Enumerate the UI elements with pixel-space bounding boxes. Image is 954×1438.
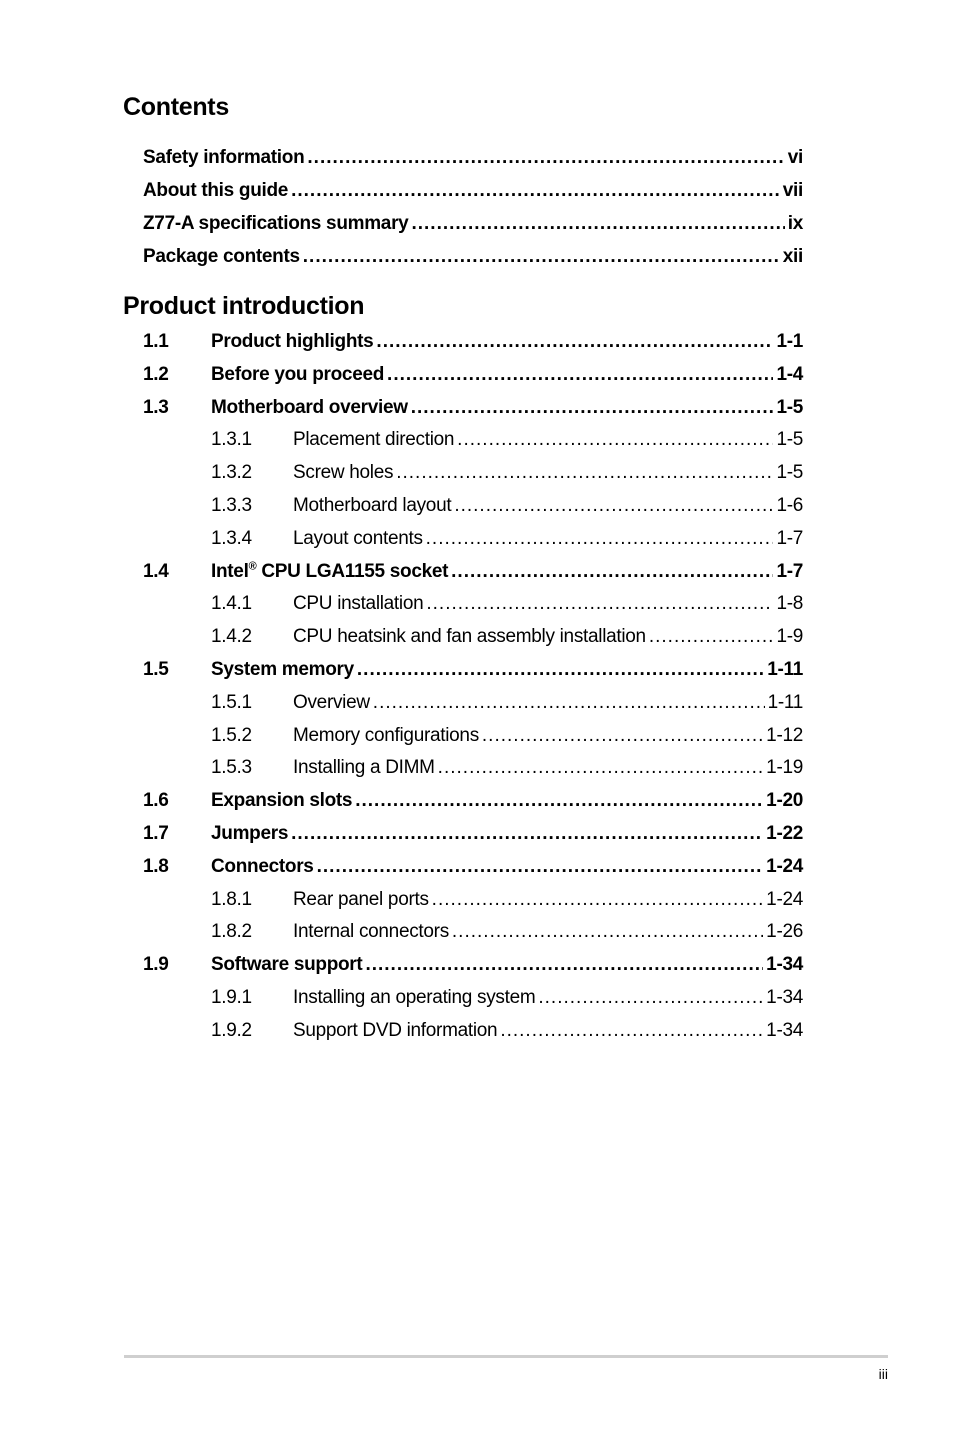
- toc-subsection-entry[interactable]: [211, 489, 803, 522]
- toc-entry-page: 1-34: [766, 953, 803, 975]
- toc-entry-label-text: Internal connectors: [293, 920, 449, 942]
- toc-entry-label-text: Motherboard layout: [293, 494, 452, 516]
- toc-entry-label-text: Placement direction: [293, 428, 455, 450]
- toc-entry-label-text: Before you proceed: [211, 363, 385, 385]
- toc-entry-number: 1.4: [143, 560, 169, 582]
- toc-entry-label: [293, 921, 449, 943]
- toc-entry-page: 1-34: [766, 986, 803, 1008]
- toc-entry-page: 1-8: [776, 592, 803, 614]
- toc-entry-page: vii: [782, 179, 803, 201]
- toc-entry-number: 1.8.2: [211, 920, 252, 942]
- toc-section-entry[interactable]: [143, 653, 803, 686]
- toc-leader-dots: [376, 331, 773, 353]
- toc-leader-dots: [387, 364, 773, 386]
- toc-section-entry[interactable]: [143, 850, 803, 883]
- toc-entry-label: [293, 626, 646, 648]
- toc-entry-number: 1.5: [143, 658, 169, 680]
- toc-section-entry[interactable]: [143, 391, 803, 424]
- toc-entry-label-text: Product highlights: [211, 330, 374, 352]
- toc-entry-number: 1.7: [143, 822, 169, 844]
- toc-leader-dots: [291, 823, 763, 845]
- toc-section-entry[interactable]: [143, 555, 803, 588]
- toc-entry-label: [211, 364, 384, 386]
- toc-leader-dots: [365, 954, 763, 976]
- toc-entry-label: [293, 462, 393, 484]
- toc-leader-dots: [411, 213, 784, 235]
- toc-entry-label: [211, 856, 314, 878]
- toc-entry-label: [211, 954, 362, 976]
- toc-entry-number: 1.6: [143, 789, 169, 811]
- toc-entry[interactable]: [143, 240, 803, 273]
- toc-entry-label: [293, 429, 454, 451]
- toc-entry-number: 1.9.1: [211, 986, 252, 1008]
- toc-subsection-entry[interactable]: [211, 686, 803, 719]
- toc-subsection-entry[interactable]: [211, 620, 803, 653]
- toc-entry-label: [211, 823, 288, 845]
- toc-leader-dots: [451, 561, 773, 583]
- toc-leader-dots: [357, 659, 764, 681]
- toc-entry-label: [293, 1020, 497, 1042]
- toc-entry[interactable]: [143, 207, 803, 240]
- contents-title: Contents: [123, 93, 229, 121]
- toc-entry-page: 1-12: [766, 724, 803, 746]
- toc-entry-label-text: CPU heatsink and fan assembly installation: [293, 625, 646, 647]
- toc-entry-page: 1-11: [767, 658, 803, 680]
- toc-leader-dots: [307, 147, 784, 169]
- toc-leader-dots: [438, 757, 764, 779]
- toc-entry-page: 1-19: [766, 756, 803, 778]
- toc-entry-label-text: Memory configurations: [293, 724, 479, 746]
- toc-entry-page: 1-1: [776, 330, 803, 352]
- registered-mark: ®: [248, 560, 257, 573]
- toc-entry-label-text: Motherboard overview: [211, 396, 408, 418]
- toc-entry-page: 1-7: [776, 527, 803, 549]
- toc-entry-label-text: Jumpers: [211, 822, 289, 844]
- toc-entry-label-text: Software support: [211, 953, 363, 975]
- toc-entry-label: Package contents: [143, 245, 300, 267]
- toc-leader-dots: [426, 593, 773, 615]
- toc-entry-label-text: Overview: [293, 691, 370, 713]
- toc-entry-page: 1-20: [766, 789, 803, 811]
- toc-entry-page: 1-9: [776, 625, 803, 647]
- footer-divider: [124, 1355, 888, 1358]
- toc-entry-label: [293, 495, 451, 517]
- toc-section-entry[interactable]: [143, 817, 803, 850]
- toc-entry-number: 1.8: [143, 855, 169, 877]
- toc-entry-label-text: Installing an operating system: [293, 986, 536, 1008]
- toc-entry-number: 1.3.3: [211, 494, 252, 516]
- toc-entry-page: 1-22: [766, 822, 803, 844]
- toc-leader-dots: [649, 626, 774, 648]
- toc-leader-dots: [482, 725, 763, 747]
- toc-leader-dots: [303, 246, 780, 268]
- toc-subsection-entry[interactable]: [211, 587, 803, 620]
- toc-entry[interactable]: [143, 174, 803, 207]
- toc-entry-label: [211, 790, 352, 812]
- toc-entry-page: 1-24: [766, 855, 803, 877]
- toc-entry-label: About this guide: [143, 179, 289, 201]
- toc-subsection-entry[interactable]: [211, 915, 803, 948]
- toc-entry-label: [293, 889, 429, 911]
- toc-entry-label: [211, 331, 373, 353]
- toc-entry-label-text: Screw holes: [293, 461, 394, 483]
- toc-entry-page: 1-5: [776, 461, 803, 483]
- toc-entry-label: [293, 757, 435, 779]
- toc-entry-label: [293, 987, 535, 1009]
- toc-entry-page: 1-4: [776, 363, 803, 385]
- toc-entry-number: 1.8.1: [211, 888, 252, 910]
- toc-entry-page: 1-5: [776, 428, 803, 450]
- toc-leader-dots: [454, 495, 773, 517]
- toc-entry-number: 1.5.2: [211, 724, 252, 746]
- toc-entry-number: 1.9: [143, 953, 169, 975]
- toc-leader-dots: [426, 528, 774, 550]
- toc-entry-label-text: Layout contents: [293, 527, 423, 549]
- toc-entry-number: 1.3.4: [211, 527, 252, 549]
- toc-entry-label-text: CPU installation: [293, 592, 424, 614]
- toc-entry-label: [293, 725, 479, 747]
- toc-entry-label: Z77-A specifications summary: [143, 212, 409, 234]
- toc-leader-dots: [291, 180, 780, 202]
- toc-entry-number: 1.5.3: [211, 756, 252, 778]
- toc-entry-number: 1.4.2: [211, 625, 252, 647]
- toc-entry-page: vi: [787, 146, 803, 168]
- toc-subsection-entry[interactable]: [211, 423, 803, 456]
- toc-entry-label: [211, 659, 354, 681]
- toc-entry[interactable]: [143, 141, 803, 174]
- toc-subsection-entry[interactable]: [211, 751, 803, 784]
- toc-entry-label: [211, 561, 448, 583]
- toc-entry-page: ix: [787, 212, 803, 234]
- toc-entry-label: [293, 528, 423, 550]
- toc-leader-dots: [457, 429, 773, 451]
- toc-entry-number: 1.1: [143, 330, 169, 352]
- toc-entry-page: 1-26: [766, 920, 803, 942]
- product-introduction-title: Product introduction: [123, 292, 365, 320]
- toc-leader-dots: [355, 790, 763, 812]
- toc-section-entry[interactable]: [143, 325, 803, 358]
- toc-section-entry[interactable]: [143, 358, 803, 391]
- toc-entry-page: 1-11: [767, 691, 803, 713]
- toc-entry-label: [211, 397, 408, 419]
- toc-leader-dots: [373, 692, 765, 714]
- toc-leader-dots: [452, 921, 763, 943]
- toc-subsection-entry[interactable]: [211, 522, 803, 555]
- toc-section-entry[interactable]: [143, 948, 803, 981]
- toc-entry-label-text: Expansion slots: [211, 789, 353, 811]
- toc-leader-dots: [500, 1020, 763, 1042]
- toc-entry-page: 1-6: [776, 494, 803, 516]
- toc-entry-number: 1.3.2: [211, 461, 252, 483]
- toc-entry-page: 1-5: [776, 396, 803, 418]
- toc-entry-label-text: CPU LGA1155 socket: [256, 560, 449, 582]
- toc-entry-number: 1.5.1: [211, 691, 252, 713]
- toc-entry-label: [293, 692, 370, 714]
- toc-section-entry[interactable]: [143, 784, 803, 817]
- toc-leader-dots: [538, 987, 763, 1009]
- toc-leader-dots: [317, 856, 764, 878]
- toc-entry-label: [293, 593, 423, 615]
- toc-subsection-entry[interactable]: [211, 456, 803, 489]
- toc-entry-page: 1-7: [776, 560, 803, 582]
- toc-subsection-entry[interactable]: [211, 1014, 803, 1047]
- toc-entry-label-text: System memory: [211, 658, 354, 680]
- toc-entry-label-text: Rear panel ports: [293, 888, 429, 910]
- toc-entry-page: xii: [782, 245, 803, 267]
- toc-subsection-entry[interactable]: [211, 981, 803, 1014]
- toc-entry-page: 1-24: [766, 888, 803, 910]
- toc-entry-page: 1-34: [766, 1019, 803, 1041]
- toc-entry-label-text: Installing a DIMM: [293, 756, 435, 778]
- toc-entry-number: 1.4.1: [211, 592, 252, 614]
- toc-entry-number: 1.3: [143, 396, 169, 418]
- toc-entry-label-pre: Intel: [211, 560, 249, 582]
- toc-entry-label-text: Support DVD information: [293, 1019, 498, 1041]
- toc-leader-dots: [396, 462, 773, 484]
- toc-subsection-entry[interactable]: [211, 883, 803, 916]
- toc-entry-number: 1.3.1: [211, 428, 252, 450]
- toc-subsection-entry[interactable]: [211, 719, 803, 752]
- toc-leader-dots: [432, 889, 764, 911]
- toc-entry-label: Safety information: [143, 146, 305, 168]
- toc-leader-dots: [411, 397, 774, 419]
- toc-entry-number: 1.2: [143, 363, 169, 385]
- toc-entry-number: 1.9.2: [211, 1019, 252, 1041]
- page-number: iii: [878, 1366, 888, 1382]
- toc-entry-label-text: Connectors: [211, 855, 314, 877]
